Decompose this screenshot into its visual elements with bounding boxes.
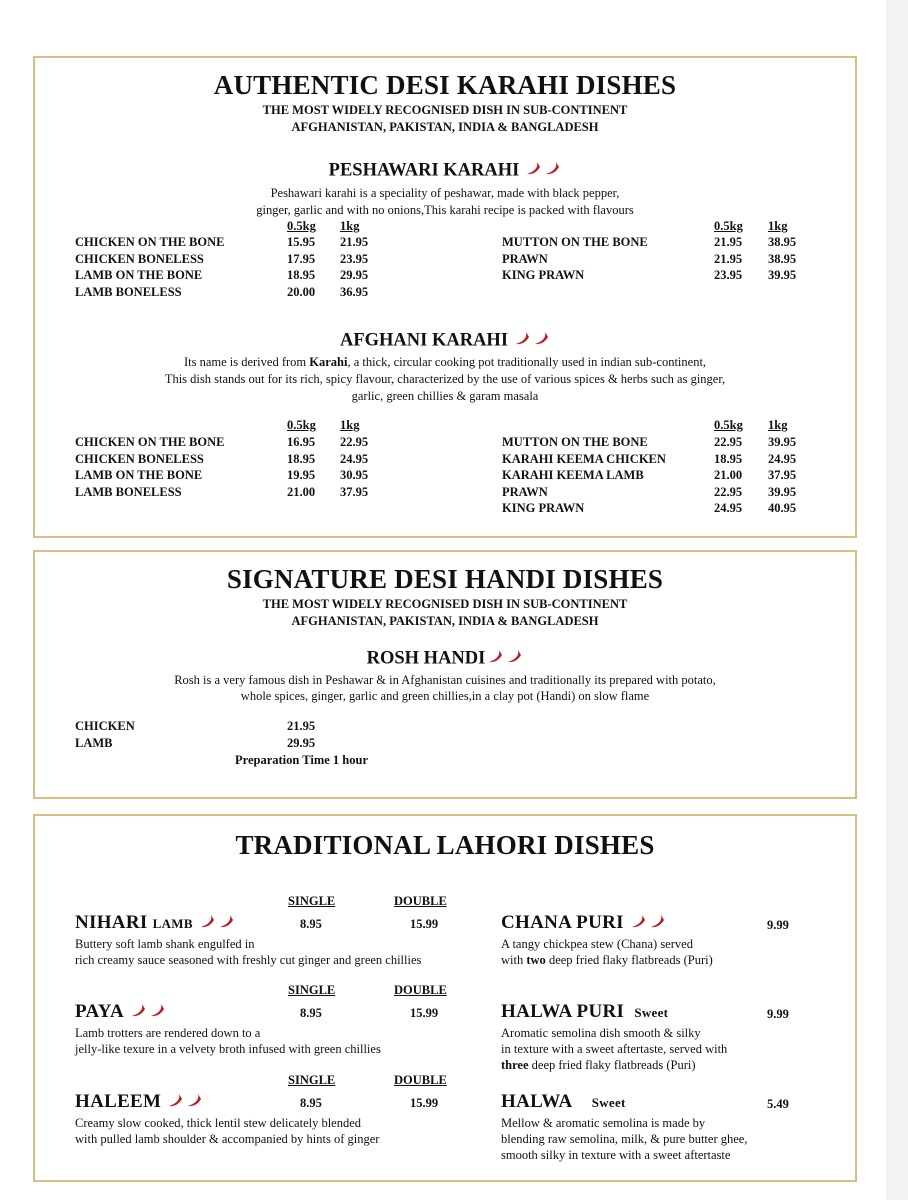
size-header: 0.5kg (714, 418, 743, 432)
chili-pepper-icon (523, 160, 561, 182)
double-header: DOUBLE (394, 1073, 447, 1087)
section-title: AUTHENTIC DESI KARAHI DISHES (213, 70, 677, 100)
item-price: 9.99 (767, 1007, 789, 1021)
afghani-karahi-heading (35, 330, 855, 352)
size-header: 0.5kg (287, 219, 316, 233)
section-subtitle: THE MOST WIDELY RECOGNISED DISH IN SUB-CONTINENT (262, 103, 628, 117)
price-kg: 29.95 (340, 268, 369, 283)
dish-name: HALEEM (75, 1091, 162, 1112)
dish-title: ROSH HANDI (366, 648, 486, 669)
dish-description: Lamb trotters are rendered down to a (75, 1026, 261, 1040)
price-double: 15.99 (410, 917, 439, 931)
price-half: 19.95 (287, 468, 316, 483)
section-subtitle: AFGHANISTAN, PAKISTAN, INDIA & BANGLADESH (291, 120, 599, 134)
dish-description: ginger, garlic and with no onions,This karahi recipe is packed with flavours (256, 203, 634, 217)
dish-description (35, 354, 855, 370)
dish-description: jelly-like texure in a velvety broth infused with green chillies (75, 1042, 381, 1056)
price-half: 16.95 (287, 435, 316, 449)
afghani-right-list (502, 434, 796, 517)
price-half: 21.95 (714, 235, 743, 249)
list-item (75, 451, 368, 468)
lahori-section (33, 814, 857, 1182)
chili-pepper-icon (628, 913, 666, 935)
item-name: PRAWN (502, 251, 548, 266)
item-name: MUTTON ON THE BONE (502, 235, 648, 249)
list-item (502, 251, 796, 268)
chili-pepper-icon (197, 913, 235, 935)
preparation-note: Preparation Time 1 hour (235, 753, 368, 767)
dish-name: PAYA (75, 1001, 125, 1022)
price-half: 21.00 (287, 484, 316, 499)
dish-name: NIHARI (75, 912, 148, 933)
list-item (75, 484, 368, 501)
dish-name: HALWA (501, 1091, 572, 1112)
single-header: SINGLE (288, 983, 336, 997)
karahi-section (33, 56, 857, 538)
desc-text: , a thick, circular cooking pot traditionally used in indian sub-continent, (347, 355, 707, 369)
single-header: SINGLE (288, 894, 336, 908)
chili-pepper-icon (512, 330, 550, 352)
price-kg: 40.95 (768, 501, 797, 516)
item-name: PRAWN (502, 484, 548, 499)
item-name: LAMB BONELESS (75, 284, 182, 299)
desc-text: deep fried flaky flatbreads (Puri) (545, 953, 713, 967)
item-name: LAMB BONELESS (75, 484, 182, 499)
item-name: CHICKEN ON THE BONE (75, 435, 225, 449)
price-half: 21.00 (714, 468, 743, 483)
size-header: 1kg (340, 418, 360, 432)
item-price: 21.95 (287, 719, 316, 733)
desc-text: with (501, 953, 527, 967)
desc-text: Its name is derived from (183, 355, 310, 369)
dish-description: garlic, green chillies & garam masala (351, 389, 539, 403)
dish-description: Creamy slow cooked, thick lentil stew delicately blended (75, 1116, 362, 1130)
price-single: 8.95 (300, 1096, 322, 1110)
list-item (502, 234, 796, 251)
list-item (75, 735, 315, 752)
list-item (502, 500, 796, 517)
price-kg: 39.95 (768, 435, 797, 449)
dish-title: AFGHANI KARAHI (339, 330, 509, 351)
handi-section (33, 550, 857, 799)
list-item (502, 467, 796, 484)
item-name: LAMB (75, 735, 113, 750)
price-double: 15.99 (410, 1096, 439, 1110)
dish-description: Rosh is a very famous dish in Peshawar & in Afghanistan cuisines and traditionally its prepared with potato, (174, 673, 716, 687)
dish-tag: Sweet (591, 1095, 626, 1110)
desc-bold: two (526, 953, 546, 967)
dish-description: with pulled lamb shoulder & accompanied by hints of ginger (75, 1132, 380, 1146)
dish-description: A tangy chickpea stew (Chana) served (501, 937, 693, 951)
item-name: LAMB ON THE BONE (75, 268, 203, 283)
size-header: 0.5kg (714, 219, 743, 233)
peshawari-left-list (75, 234, 368, 300)
section-subtitle: THE MOST WIDELY RECOGNISED DISH IN SUB-CONTINENT (262, 597, 628, 611)
section-title: TRADITIONAL LAHORI DISHES (235, 830, 655, 860)
paya-title (75, 1001, 166, 1024)
dish-description: Buttery soft lamb shank engulfed in (75, 937, 255, 951)
dish-title: PESHAWARI KARAHI (328, 160, 520, 181)
list-item (75, 267, 368, 284)
dish-description: whole spices, ginger, garlic and green chillies,in a clay pot (Handi) on slow flame (240, 689, 650, 703)
rosh-handi-list (75, 718, 315, 751)
price-half: 21.95 (714, 251, 743, 266)
item-name: KARAHI KEEMA CHICKEN (502, 451, 666, 466)
list-item (502, 267, 796, 284)
price-half: 17.95 (287, 251, 316, 266)
list-item (502, 434, 796, 451)
chana-puri-title (501, 912, 666, 935)
price-half: 18.95 (287, 268, 316, 283)
list-item (502, 451, 796, 468)
price-kg: 37.95 (768, 468, 797, 483)
price-half: 15.95 (287, 235, 316, 249)
halwa-puri-title (501, 1001, 668, 1023)
peshawari-right-list (502, 234, 796, 284)
price-half: 23.95 (714, 268, 743, 283)
item-price: 5.49 (767, 1097, 789, 1111)
chili-pepper-icon (165, 1092, 203, 1114)
section-title: SIGNATURE DESI HANDI DISHES (226, 564, 664, 594)
list-item (75, 434, 368, 451)
list-item (75, 467, 368, 484)
afghani-left-list (75, 434, 368, 500)
price-half: 22.95 (714, 435, 743, 449)
item-name: CHICKEN BONELESS (75, 251, 204, 266)
price-half: 20.00 (287, 284, 316, 299)
halwa-title (501, 1091, 626, 1113)
size-header: 1kg (768, 219, 788, 233)
dish-description (501, 1057, 696, 1073)
price-kg: 39.95 (768, 484, 797, 499)
price-kg: 38.95 (768, 235, 797, 249)
dish-tag: LAMB (152, 916, 193, 931)
dish-description: in texture with a sweet aftertaste, served with (501, 1042, 728, 1056)
list-item (75, 251, 368, 268)
dish-description: rich creamy sauce seasoned with freshly cut ginger and green chillies (75, 953, 422, 967)
price-kg: 36.95 (340, 284, 369, 299)
item-name: LAMB ON THE BONE (75, 468, 203, 483)
size-header: 0.5kg (287, 418, 316, 432)
dish-description: This dish stands out for its rich, spicy flavour, characterized by the use of various spices & herbs such as ginger, (164, 372, 726, 386)
size-header: 1kg (340, 219, 360, 233)
item-name: CHICKEN BONELESS (75, 451, 204, 466)
section-subtitle: AFGHANISTAN, PAKISTAN, INDIA & BANGLADESH (291, 614, 599, 628)
dish-description: Peshawari karahi is a speciality of peshawar, made with black pepper, (270, 186, 620, 200)
price-kg: 39.95 (768, 268, 797, 283)
chili-pepper-icon (128, 1002, 166, 1024)
dish-description: Mellow & aromatic semolina is made by (501, 1116, 706, 1130)
price-kg: 24.95 (340, 451, 369, 466)
price-half: 24.95 (714, 501, 743, 516)
price-half: 18.95 (714, 451, 743, 466)
peshawari-karahi-heading (35, 160, 855, 182)
size-header: 1kg (768, 418, 788, 432)
double-header: DOUBLE (394, 983, 447, 997)
price-double: 15.99 (410, 1006, 439, 1020)
price-kg: 22.95 (340, 435, 369, 449)
item-price: 29.95 (287, 735, 316, 750)
price-half: 22.95 (714, 484, 743, 499)
item-name: MUTTON ON THE BONE (502, 435, 648, 449)
list-item (75, 234, 368, 251)
double-header: DOUBLE (394, 894, 447, 908)
dish-description: Aromatic semolina dish smooth & silky (501, 1026, 701, 1040)
item-name: CHICKEN ON THE BONE (75, 235, 225, 249)
nihari-title (75, 912, 235, 935)
list-item (75, 284, 368, 301)
item-name: KARAHI KEEMA LAMB (502, 468, 644, 483)
desc-text: deep fried flaky flatbreads (Puri) (528, 1058, 696, 1072)
price-kg: 37.95 (340, 484, 369, 499)
dish-description: smooth silky in texture with a sweet aftertaste (501, 1148, 731, 1162)
rosh-handi-heading (35, 648, 855, 670)
price-kg: 21.95 (340, 235, 369, 249)
dish-name: CHANA PURI (501, 912, 624, 933)
haleem-title (75, 1091, 203, 1114)
list-item (502, 484, 796, 501)
desc-bold: Karahi (309, 355, 348, 369)
price-single: 8.95 (300, 917, 322, 931)
price-kg: 24.95 (768, 451, 797, 466)
item-name: CHICKEN (75, 719, 135, 733)
desc-bold: three (501, 1058, 529, 1072)
dish-tag: Sweet (634, 1005, 669, 1020)
price-single: 8.95 (300, 1006, 322, 1020)
price-kg: 38.95 (768, 251, 797, 266)
item-price: 9.99 (767, 918, 789, 932)
list-item (75, 718, 315, 735)
price-half: 18.95 (287, 451, 316, 466)
item-name: KING PRAWN (502, 268, 585, 283)
dish-description (501, 952, 713, 968)
dish-description: blending raw semolina, milk, & pure butter ghee, (501, 1132, 748, 1146)
price-kg: 30.95 (340, 468, 369, 483)
chili-pepper-icon (485, 648, 523, 670)
single-header: SINGLE (288, 1073, 336, 1087)
dish-name: HALWA PURI (501, 1001, 625, 1022)
item-name: KING PRAWN (502, 501, 585, 516)
price-kg: 23.95 (340, 251, 369, 266)
